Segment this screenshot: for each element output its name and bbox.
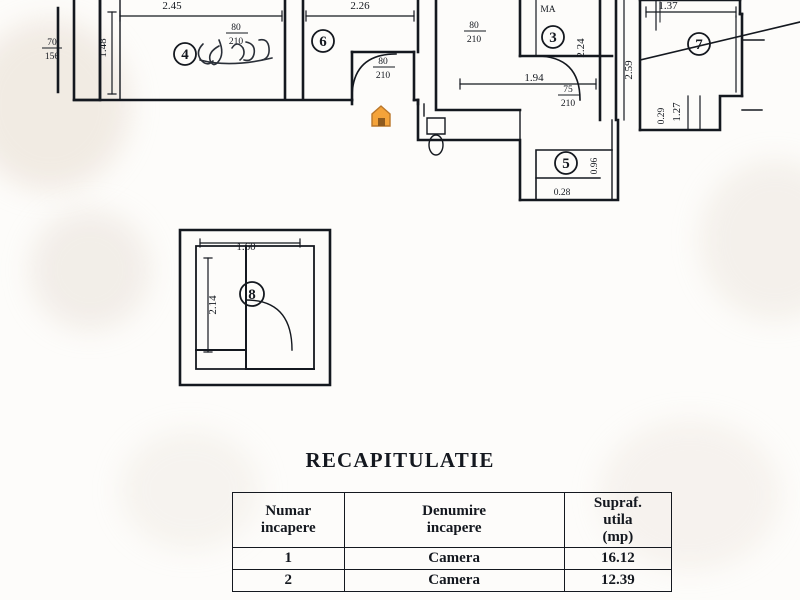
table-header-row: [233, 493, 672, 548]
cell-denumire: Camera: [344, 548, 564, 570]
header-line: utila: [603, 511, 633, 528]
room-number-4: 4: [181, 47, 189, 63]
dim-label: 1.27: [671, 102, 683, 122]
room-number-5: 5: [562, 156, 570, 172]
door-dim-bottom: 210: [375, 71, 391, 81]
dim-label: 1.48: [97, 38, 109, 58]
header-line: Denumire: [422, 503, 487, 520]
room-number-7: 7: [695, 37, 703, 53]
home-marker-icon: [372, 106, 390, 126]
door-dim-bottom: 210: [560, 99, 576, 109]
dim-label: 2.24: [575, 38, 587, 58]
dim-label: 1.94: [524, 72, 544, 84]
header-suprafata-utila: [564, 493, 671, 548]
dimension-labels: [42, 0, 683, 315]
dim-label: 1.60: [236, 241, 256, 253]
door-dim-top: 75: [563, 85, 573, 95]
dim-label: 70: [47, 38, 57, 48]
header-numar-incapere: [233, 493, 345, 548]
header-line: incapere: [260, 520, 316, 537]
header-line: incapere: [426, 520, 482, 537]
cell-suprafata: 12.39: [564, 570, 671, 592]
door-dim-top: 80: [469, 21, 479, 31]
recap-title: RECAPITULATIE: [305, 448, 495, 472]
cell-numar: 1: [233, 548, 345, 570]
dim-label: 2.14: [207, 295, 219, 315]
header-denumire-incapere: [344, 493, 564, 548]
dim-label: 0.96: [590, 157, 600, 175]
dim-label: 2.26: [350, 0, 370, 12]
door-dim-bottom: 210: [228, 37, 244, 47]
table-row: [233, 548, 672, 570]
door-dim-top: 80: [231, 23, 241, 33]
dim-label: 0.29: [657, 107, 667, 125]
header-line: (mp): [602, 528, 634, 545]
cell-denumire: Camera: [344, 570, 564, 592]
cell-suprafata: 16.12: [564, 548, 671, 570]
door-dim-top: 80: [378, 57, 388, 67]
room-number-6: 6: [319, 34, 327, 50]
dim-label: MA: [540, 5, 556, 15]
recap-table: [232, 492, 672, 592]
dim-label: 2.45: [162, 0, 182, 12]
cell-numar: 2: [233, 570, 345, 592]
door-dimension-labels: [226, 21, 580, 109]
room-number-3: 3: [549, 30, 557, 46]
door-dim-bottom: 210: [466, 35, 482, 45]
dim-label: 156: [44, 52, 60, 62]
dim-label: 1.37: [658, 0, 678, 12]
table-row: [233, 570, 672, 592]
dim-label: 2.59: [623, 60, 635, 80]
dim-label: 0.28: [553, 188, 571, 198]
header-line: Supraf.: [593, 495, 642, 511]
header-line: Numar: [265, 503, 312, 520]
room-number-8: 8: [248, 287, 256, 303]
